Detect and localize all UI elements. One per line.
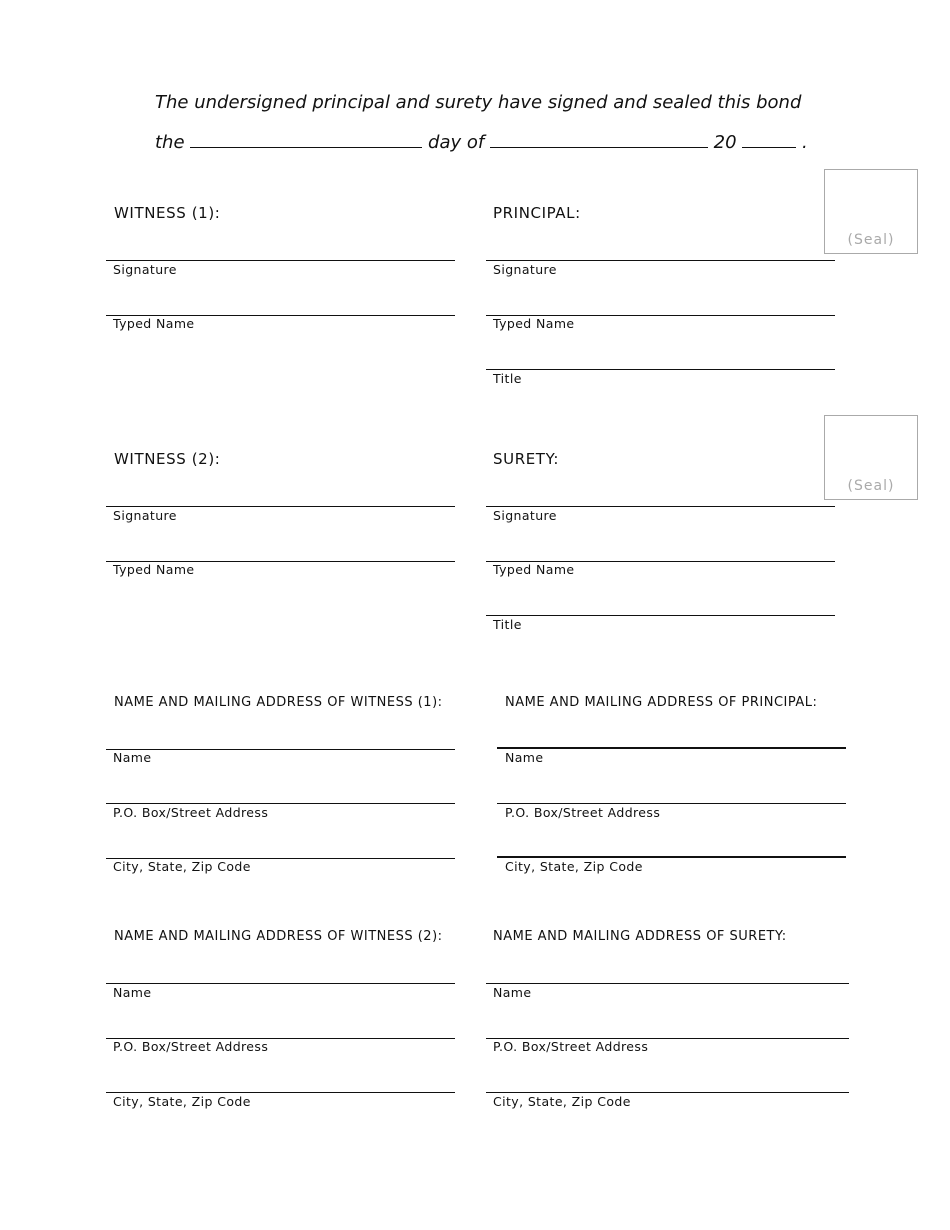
principal-heading: PRINCIPAL:: [493, 204, 581, 222]
witness1-signature-line[interactable]: [106, 260, 455, 261]
intro-sentence: The undersigned principal and surety have signed and sealed this bond: [155, 92, 802, 113]
principal-signature-label: Signature: [493, 262, 557, 277]
witness1-address-heading: NAME AND MAILING ADDRESS OF WITNESS (1):: [114, 695, 443, 710]
witness1-address-street-label: P.O. Box/Street Address: [113, 805, 269, 820]
surety-address-city-label: City, State, Zip Code: [493, 1094, 631, 1109]
surety-title-label: Title: [493, 617, 522, 632]
seal-label: (Seal): [847, 232, 895, 248]
witness2-heading: WITNESS (2):: [114, 450, 221, 468]
witness2-address-name-line[interactable]: [106, 983, 455, 984]
witness1-address-name-line[interactable]: [106, 749, 455, 750]
intro-year-prefix: 20: [713, 132, 737, 153]
principal-seal-box: [824, 169, 918, 254]
principal-address-name-label: Name: [505, 750, 544, 765]
witness1-address-name-label: Name: [113, 750, 152, 765]
witness2-typed-name-label: Typed Name: [113, 562, 195, 577]
surety-address-street-label: P.O. Box/Street Address: [493, 1039, 649, 1054]
witness2-signature-line[interactable]: [106, 506, 455, 507]
principal-address-name-line[interactable]: [497, 747, 846, 749]
principal-address-street-label: P.O. Box/Street Address: [505, 805, 661, 820]
surety-signature-label: Signature: [493, 508, 557, 523]
intro-day-of: day of: [428, 132, 485, 153]
intro-the: the: [155, 132, 185, 153]
principal-address-city-label: City, State, Zip Code: [505, 859, 643, 874]
surety-signature-line[interactable]: [486, 506, 835, 507]
witness2-address-city-label: City, State, Zip Code: [113, 1094, 251, 1109]
witness2-address-name-label: Name: [113, 985, 152, 1000]
intro-period: .: [802, 132, 808, 153]
seal-label: (Seal): [847, 478, 895, 494]
witness1-typed-name-label: Typed Name: [113, 316, 195, 331]
principal-title-line[interactable]: [486, 369, 835, 370]
surety-address-city-line[interactable]: [486, 1092, 849, 1093]
principal-address-street-line[interactable]: [497, 803, 846, 804]
principal-signature-line[interactable]: [486, 260, 835, 261]
witness1-address-city-label: City, State, Zip Code: [113, 859, 251, 874]
principal-address-heading: NAME AND MAILING ADDRESS OF PRINCIPAL:: [505, 695, 818, 710]
witness1-signature-label: Signature: [113, 262, 177, 277]
witness2-address-heading: NAME AND MAILING ADDRESS OF WITNESS (2):: [114, 929, 443, 944]
principal-title-label: Title: [493, 371, 522, 386]
witness2-address-street-label: P.O. Box/Street Address: [113, 1039, 269, 1054]
intro-date-line: [155, 129, 808, 153]
surety-typed-name-label: Typed Name: [493, 562, 575, 577]
surety-seal-box: [824, 415, 918, 500]
witness2-signature-label: Signature: [113, 508, 177, 523]
principal-address-city-line[interactable]: [497, 856, 846, 858]
principal-typed-name-label: Typed Name: [493, 316, 575, 331]
year-blank[interactable]: [742, 129, 796, 148]
surety-address-name-line[interactable]: [486, 983, 849, 984]
witness1-address-street-line[interactable]: [106, 803, 455, 804]
surety-address-heading: NAME AND MAILING ADDRESS OF SURETY:: [493, 929, 787, 944]
witness1-heading: WITNESS (1):: [114, 204, 221, 222]
surety-heading: SURETY:: [493, 450, 559, 468]
surety-title-line[interactable]: [486, 615, 835, 616]
witness2-address-city-line[interactable]: [106, 1092, 455, 1093]
month-blank[interactable]: [490, 129, 708, 148]
surety-address-name-label: Name: [493, 985, 532, 1000]
day-blank[interactable]: [190, 129, 422, 148]
